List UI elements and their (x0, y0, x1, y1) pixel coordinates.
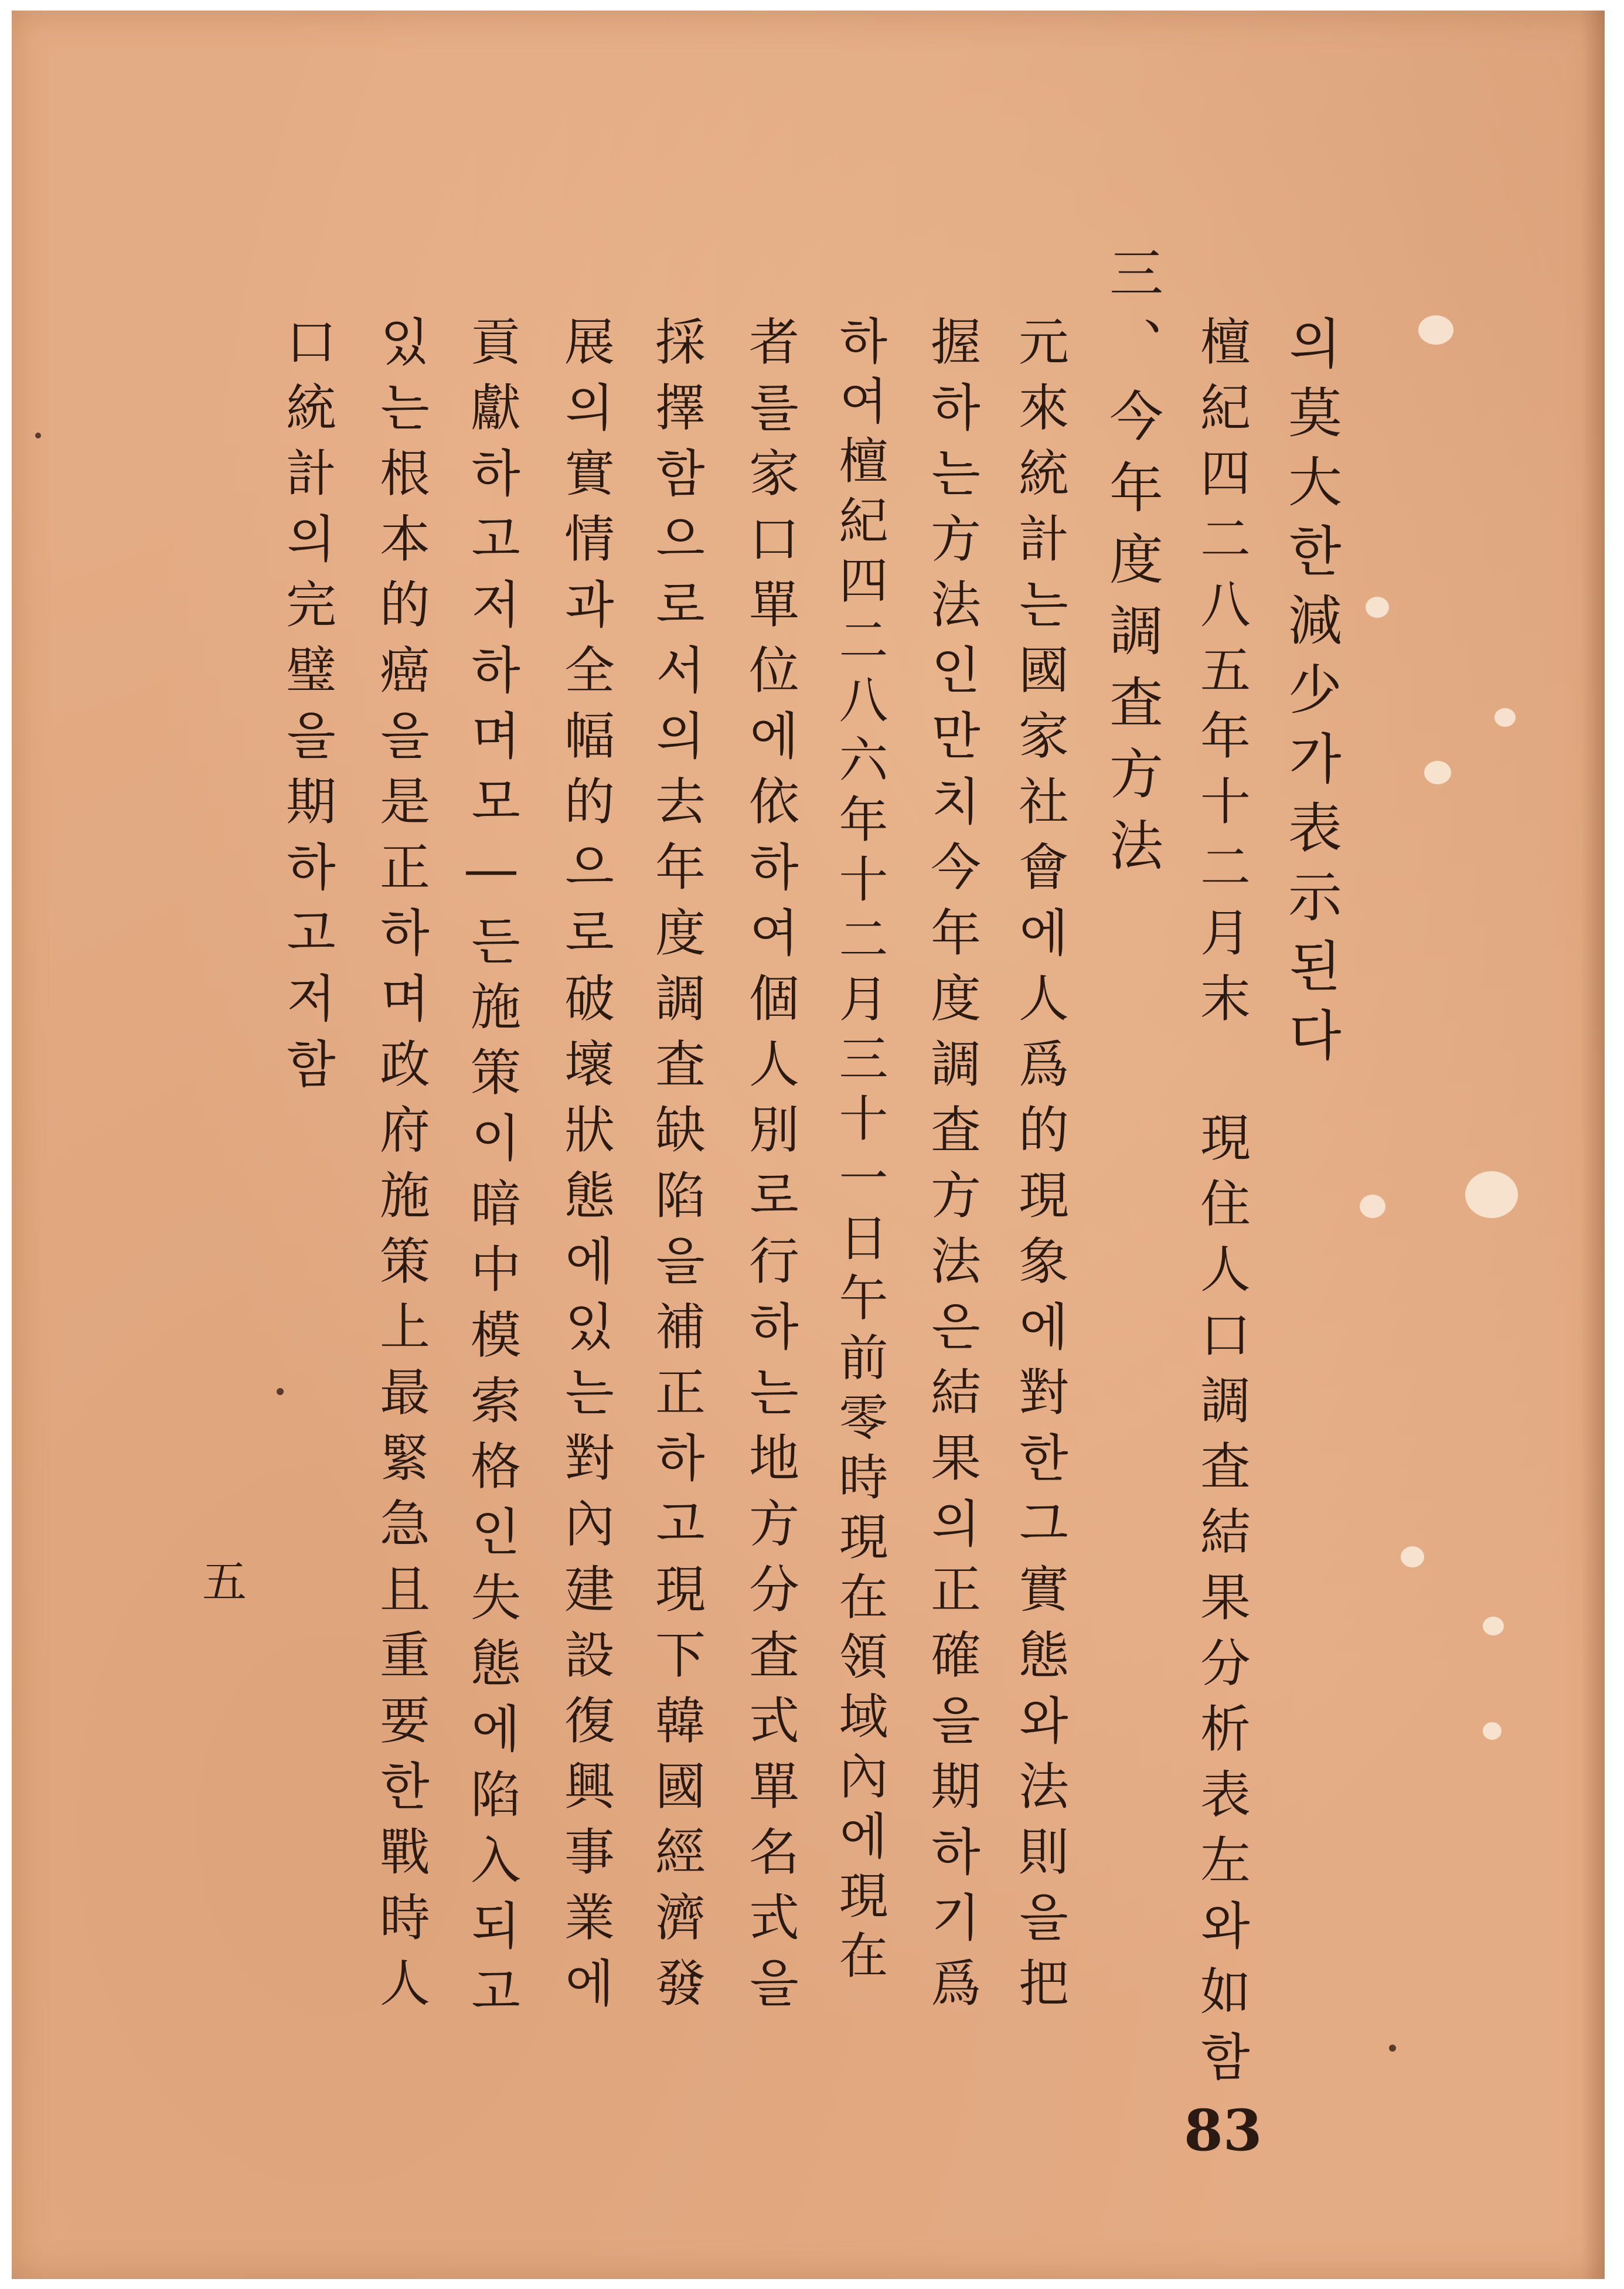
ink-dot (1389, 2045, 1396, 2052)
paper-damage-spot (1494, 708, 1516, 727)
text-column-4: 元來統計는國家社會에人爲的現象에對한그實態와法則을把 (1010, 315, 1068, 2022)
text-column-11: 있는根本的癌을是正하며政府施策上最緊急且重要한戰時人 (371, 315, 430, 2022)
paper-damage-spot (1360, 1195, 1385, 1218)
section-heading: 三、今年度調査方法 (1101, 245, 1163, 889)
paper-damage-spot (1401, 1546, 1424, 1567)
page-edge-shadow (1581, 11, 1605, 2279)
text-column-9: 展의實情과全幅的으로破壞狀態에있는對內建設復興事業에 (556, 315, 614, 2022)
ink-dot (35, 433, 41, 438)
text-column-12: 口統計의完璧을期하고저함 (277, 315, 336, 1103)
text-column-7: 者를家口單位에依하여個人別로行하는地方分査式單名式을 (740, 315, 799, 2022)
text-column-2: 檀紀四二八五年十二月末 現住人口調査結果分析表左와如함 (1191, 315, 1250, 2096)
paper-damage-spot (1465, 1171, 1518, 1218)
text-column-8: 採擇함으로서의去年度調査缺陷을補正하고現下韓國經濟發 (646, 315, 705, 2022)
text-column-5: 握하는方法인만치今年度調査方法은結果의正確을期하기爲 (922, 315, 980, 2022)
side-marker: 五 (202, 1556, 247, 1608)
paper-page (12, 11, 1605, 2279)
page-number: 83 (1184, 2097, 1262, 2164)
text-column-10: 貢獻하고저하며모―든施策이暗中模索格인失態에陷入되고 (462, 315, 520, 2030)
paper-damage-spot (1483, 1722, 1502, 1740)
paper-damage-spot (1418, 315, 1453, 345)
text-column-6: 하여檀紀四二八六年十二月三十一日午前零時現在領域內에現在 (831, 315, 888, 1989)
text-column-1: 의莫大한減少가表示된다 (1279, 315, 1342, 1076)
paper-damage-spot (1424, 761, 1451, 784)
paper-damage-spot (1366, 597, 1389, 618)
bleed-through-text (1348, 374, 1401, 984)
paper-damage-spot (1483, 1617, 1504, 1635)
ink-dot (277, 1388, 284, 1395)
